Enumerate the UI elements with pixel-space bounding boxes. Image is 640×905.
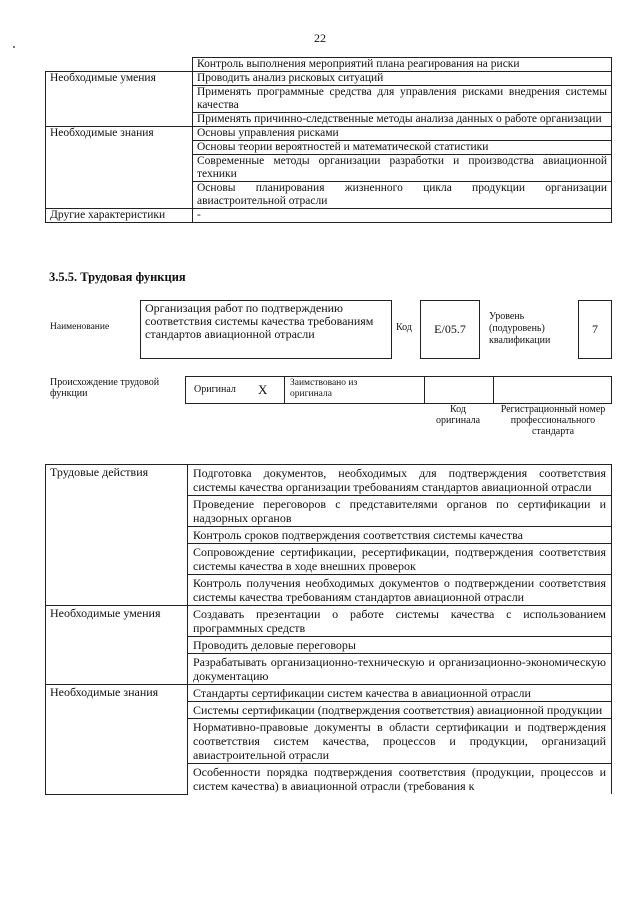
origin-code-cell — [424, 376, 494, 404]
table-cell: Современные методы организации разработки и производства авиационной техники — [193, 155, 612, 182]
code-box: E/05.7 — [420, 300, 480, 359]
code-origin-caption: Код оригинала — [435, 404, 481, 426]
row-label: Другие характеристики — [46, 209, 193, 223]
row-label: Необходимые умения — [46, 72, 193, 127]
reg-number-caption: Регистрационный номер профессионального стандарта — [500, 404, 606, 437]
table-cell: Системы сертификации (подтверждения соответствия) авиационной продукции — [188, 702, 612, 719]
table-labor-function — [45, 464, 612, 795]
table-cell: Создавать презентации о работе системы качества с использованием программных средств — [188, 606, 612, 637]
table-row — [46, 72, 612, 86]
table-cell: Сопровождение сертификации, ресертификации, подтверждения соответствия системы качества в ходе внешних проверок — [188, 544, 612, 575]
level-label: Уровень (подуровень) квалификации — [489, 311, 551, 346]
origin-label: Происхождение трудовой функции — [50, 377, 160, 399]
row-label: Необходимые знания — [46, 685, 188, 795]
borrowed-label: Заимствовано из оригинала — [290, 378, 358, 399]
table-cell: Стандарты сертификации систем качества в авиационной отрасли — [188, 685, 612, 702]
table-cell: Основы планирования жизненного цикла продукции организации авиастроительной отрасли — [193, 182, 612, 209]
function-name-box: Организация работ по подтверждению соответствия системы качества требованиям стандартов авиационной отрасли — [140, 300, 392, 359]
row-label: Необходимые знания — [46, 127, 193, 209]
origin-original-cell — [185, 376, 285, 404]
table-cell: Применять причинно-следственные методы анализа данных о работе организации — [193, 113, 612, 127]
table-cell: Основы теории вероятностей и математической статистики — [193, 141, 612, 155]
code-label: Код — [396, 322, 412, 333]
scan-speck — [13, 46, 15, 48]
table-cell: Основы управления рисками — [193, 127, 612, 141]
table-skills-top — [45, 57, 612, 223]
table-cell: Разрабатывать организационно-техническую и организационно-экономическую документацию — [188, 654, 612, 685]
origin-reg-cell — [493, 376, 612, 404]
table-row — [46, 606, 612, 637]
table-cell: - — [193, 209, 612, 223]
table-cell: Контроль выполнения мероприятий плана реагирования на риски — [193, 58, 612, 72]
original-label: Оригинал — [194, 384, 236, 395]
table-cell: Проводить деловые переговоры — [188, 637, 612, 654]
table-cell: Контроль получения необходимых документов о подтверждении соответствия системы качества требованиям стандартов авиационной отрасли — [188, 575, 612, 606]
table-row — [46, 209, 612, 223]
page-number: 22 — [314, 31, 326, 45]
table-cell: Нормативно-правовые документы в области сертификации и подтверждения соответствия систем качества, процессов и продукции, организаций авиастроительной отрасли — [188, 719, 612, 764]
original-mark: X — [258, 382, 268, 397]
name-label: Наименование — [50, 322, 110, 332]
table-cell: Особенности порядка подтверждения соответствия (продукции, процессов и систем качества) в авиационной отрасли (требования к — [188, 764, 612, 795]
table-cell: Подготовка документов, необходимых для подтверждения соответствия системы качества организации требованиям стандартов авиационной отрасли — [188, 465, 612, 496]
table-row — [46, 685, 612, 702]
row-label: Трудовые действия — [46, 465, 188, 606]
section-heading: 3.5.5. Трудовая функция — [49, 270, 186, 284]
table-row — [46, 58, 612, 72]
table-cell: Контроль сроков подтверждения соответствия системы качества — [188, 527, 612, 544]
row-label: Необходимые умения — [46, 606, 188, 685]
table-cell: Применять программные средства для управления рисками внедрения системы качества — [193, 86, 612, 113]
table-cell: Проводить анализ рисковых ситуаций — [193, 72, 612, 86]
table-row — [46, 465, 612, 496]
level-box: 7 — [578, 300, 612, 359]
origin-row — [185, 376, 612, 404]
table-cell: Проведение переговоров с представителями органов по сертификации и надзорных органов — [188, 496, 612, 527]
origin-borrowed-cell — [284, 376, 425, 404]
table-row — [46, 127, 612, 141]
row-label — [46, 58, 193, 72]
